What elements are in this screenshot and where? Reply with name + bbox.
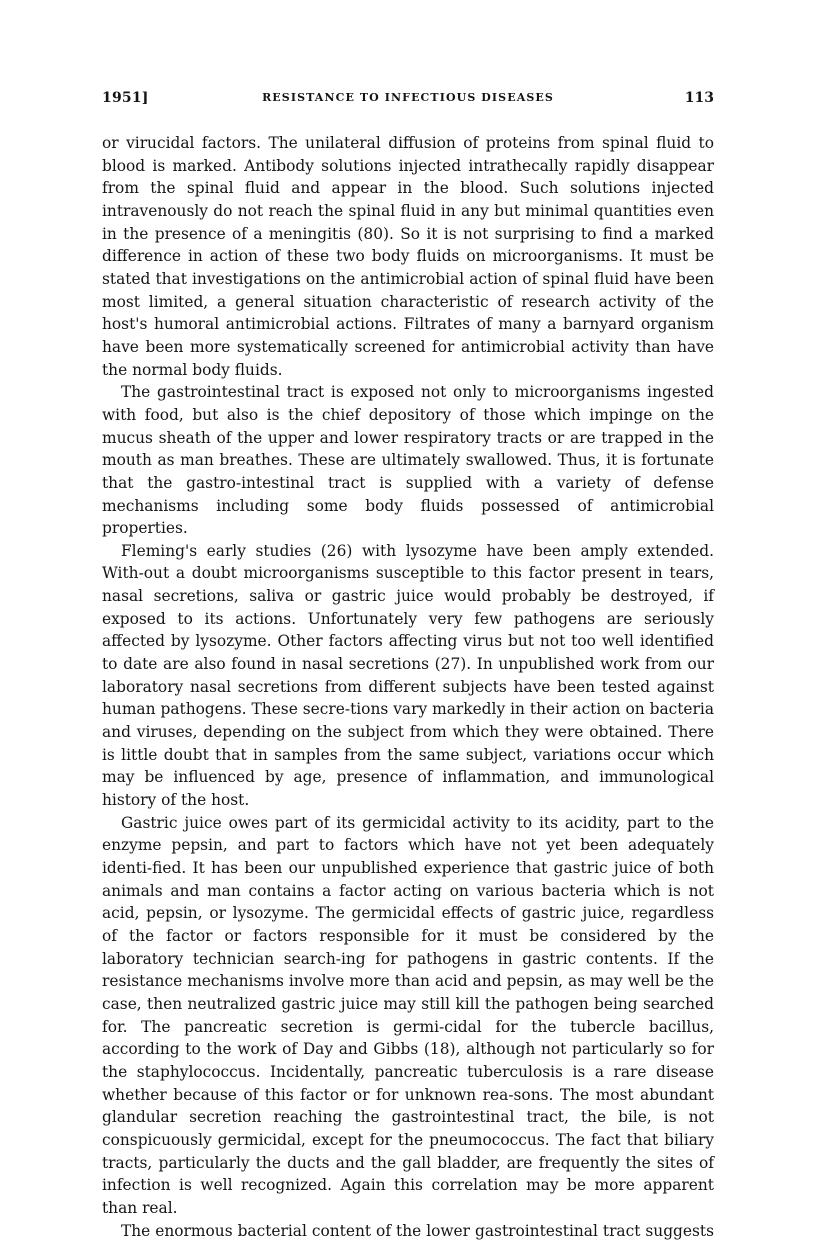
paragraph-bacterial-content: The enormous bacterial content of the lower gastrointestinal tract suggests bbox=[102, 1220, 714, 1242]
paragraph-continuation: or virucidal factors. The unilateral diffusion of proteins from spinal fluid to blood is marked. Antibody solutions injected intrathecally rapidly disappear from the spinal fluid and appear in the blood. Such solutions injected intravenously do not reach the spinal fluid in any but minimal quantities even in the presence of a meningitis (80). So it is not surprising to find a marked difference in action of these two body fluids on microorganisms. It must be stated that investigations on the antimicrobial action of spinal fluid have been most limited, a general situation characteristic of research activity of the host's humoral antimicrobial actions. Filtrates of many a barnyard organism have been more systematically screened for antimicrobial activity than have the normal body fluids. bbox=[102, 132, 714, 381]
page-number: 113 bbox=[685, 90, 714, 106]
paragraph-gastrointestinal-tract: The gastrointestinal tract is exposed not only to microorganisms ingested with food, but also is the chief depository of those which impinge on the mucus sheath of the upper and lower respiratory tracts or are trapped in the mouth as man breathes. These are ultimately swallowed. Thus, it is fortunate that the gastro-intestinal tract is supplied with a variety of defense mechanisms including some body fluids possessed of antimicrobial properties. bbox=[102, 381, 714, 540]
paragraph-gastric-juice: Gastric juice owes part of its germicidal activity to its acidity, part to the enzyme pepsin, and part to factors which have not yet been adequately identi-fied. It has been our unpublished experience that gastric juice of both animals and man contains a factor acting on various bacteria which is not acid, pepsin, or lysozyme. The germicidal effects of gastric juice, regardless of the factor or factors responsible for it must be considered by the laboratory technician search-ing for pathogens in gastric contents. If the resistance mechanisms involve more than acid and pepsin, as may well be the case, then neutralized gastric juice may still kill the pathogen being searched for. The pancreatic secretion is germi-cidal for the tubercle bacillus, according to the work of Day and Gibbs (18), although not particularly so for the staphylococcus. Incidentally, pancreatic tuberculosis is a rare disease whether because of this factor or for unknown rea-sons. The most abundant glandular secretion reaching the gastrointestinal tract, the bile, is not conspicuously germicidal, except for the pneumococcus. The fact that biliary tracts, particularly the ducts and the gall bladder, are frequently the sites of infection is well recognized. Again this correlation may be more apparent than real. bbox=[102, 812, 714, 1220]
header-title: RESISTANCE TO INFECTIOUS DISEASES bbox=[102, 91, 714, 104]
running-head bbox=[102, 90, 714, 114]
header-year: 1951] bbox=[102, 90, 149, 106]
paragraph-lysozyme: Fleming's early studies (26) with lysozyme have been amply extended. With-out a doubt microorganisms susceptible to this factor present in tears, nasal secretions, saliva or gastric juice would probably be destroyed, if exposed to its actions. Unfortunately very few pathogens are seriously affected by lysozyme. Other factors affecting virus but not too well identified to date are also found in nasal secretions (27). In unpublished work from our laboratory nasal secretions from different subjects have been tested against human pathogens. These secre-tions vary markedly in their action on bacteria and viruses, depending on the subject from which they were obtained. There is little doubt that in samples from the same subject, variations occur which may be influenced by age, presence of inflammation, and immunological history of the host. bbox=[102, 540, 714, 812]
body-text bbox=[102, 132, 714, 1242]
